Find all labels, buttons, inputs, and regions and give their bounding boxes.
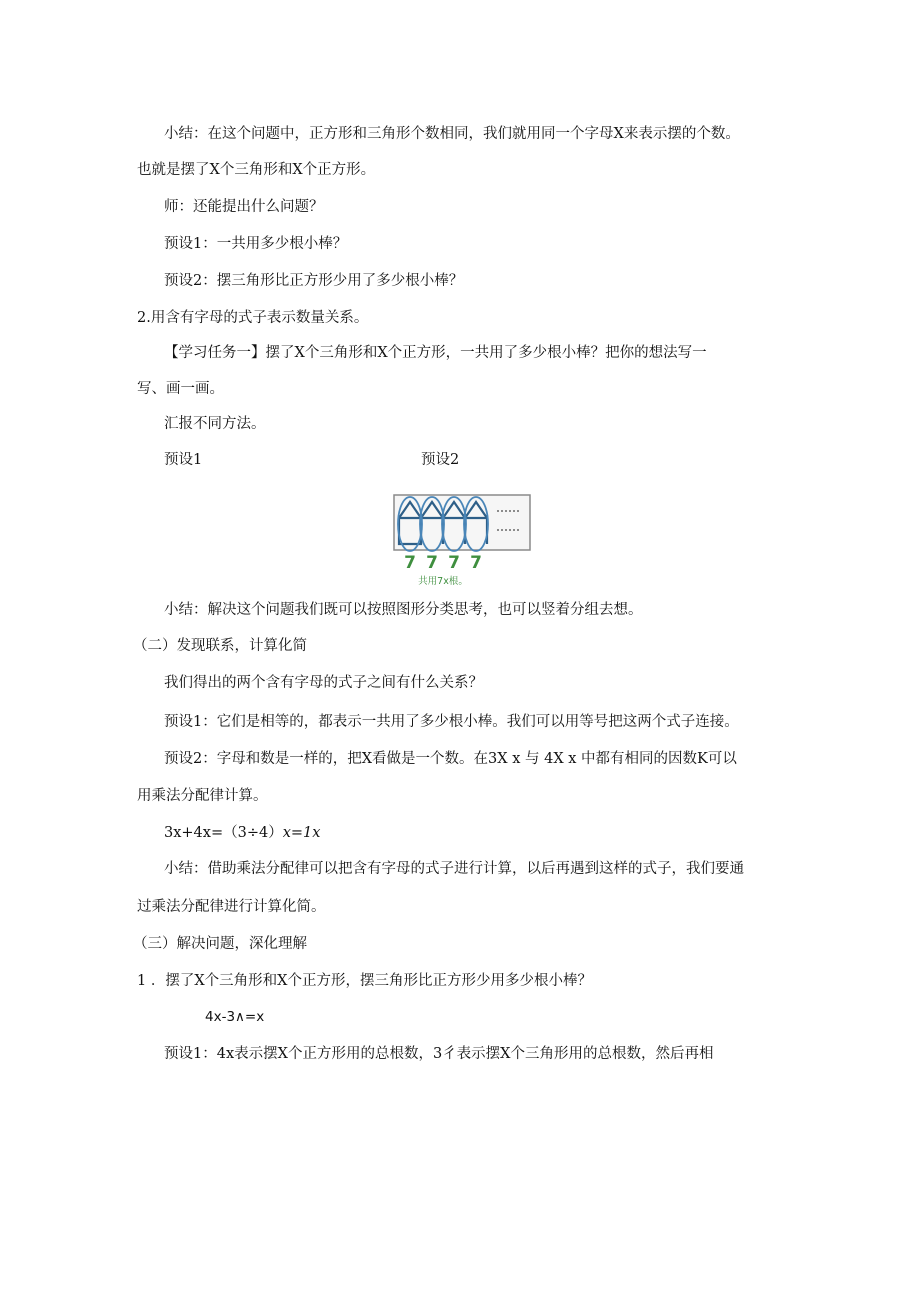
preset-1-equal: 预设1：它们是相等的，都表示一共用了多少根小棒。我们可以用等号把这两个式子连接。 xyxy=(164,714,739,730)
summary-paragraph-1-cont: 也就是摆了X个三角形和X个正方形。 xyxy=(137,162,376,178)
relation-question: 我们得出的两个含有字母的式子之间有什么关系？ xyxy=(164,675,483,691)
stick-diagram-figure xyxy=(393,494,533,588)
preset-1-explanation: 预设1：4x表示摆X个正方形用的总根数，3彳表示摆X个三角形用的总根数，然后再相 xyxy=(164,1046,714,1062)
preset-2-distributive-cont: 用乘法分配律计算。 xyxy=(137,788,268,804)
preset-label-2: 预设2 xyxy=(421,452,460,468)
group-count-digit: 7 xyxy=(448,553,460,573)
figure-caption: 共用7x根。 xyxy=(418,576,468,587)
section-2-heading: 2.用含有字母的式子表示数量关系。 xyxy=(137,310,369,326)
problem-1-equation: 4x-3∧=x xyxy=(205,1009,265,1025)
group-count-digit: 7 xyxy=(426,553,438,573)
summary-paragraph-3-cont: 过乘法分配律进行计算化简。 xyxy=(137,899,326,915)
preset-2-distributive: 预设2：字母和数是一样的，把X看做是一个数。在3X x 与 4X x 中都有相同的因数K可以 xyxy=(164,751,737,767)
teacher-question: 师：还能提出什么问题？ xyxy=(164,199,324,215)
summary-paragraph-1: 小结：在这个问题中，正方形和三角形个数相同，我们就用同一个字母X来表示摆的个数。 xyxy=(164,126,740,142)
preset-1: 预设1：一共用多少根小棒？ xyxy=(164,236,348,252)
section-iii-heading: （三）解决问题，深化理解 xyxy=(133,936,307,952)
learning-task-1: 【学习任务一】摆了X个三角形和X个正方形，一共用了多少根小棒？把你的想法写一 xyxy=(164,345,707,361)
summary-paragraph-2: 小结：解决这个问题我们既可以按照图形分类思考，也可以竖着分组去想。 xyxy=(164,602,643,618)
problem-1: 1 ．摆了X个三角形和X个正方形，摆三角形比正方形少用多少根小棒？ xyxy=(137,973,592,989)
equation-right: x=1x xyxy=(282,825,321,841)
equation-left: 3x+4x=（3÷4） xyxy=(164,825,283,841)
preset-label-1: 预设1 xyxy=(164,452,203,468)
group-count-digit: 7 xyxy=(470,553,482,573)
learning-task-1-cont: 写、画一画。 xyxy=(137,381,224,397)
stick-diagram xyxy=(393,494,533,588)
group-count-digit: 7 xyxy=(404,553,416,573)
report-methods: 汇报不同方法。 xyxy=(164,416,266,432)
preset-2: 预设2：摆三角形比正方形少用了多少根小棒？ xyxy=(164,273,464,289)
equation-simplify xyxy=(164,823,320,843)
section-ii-heading: （二）发现联系，计算化简 xyxy=(133,638,307,654)
summary-paragraph-3: 小结：借助乘法分配律可以把含有字母的式子进行计算，以后再遇到这样的式子，我们要通 xyxy=(164,861,744,877)
